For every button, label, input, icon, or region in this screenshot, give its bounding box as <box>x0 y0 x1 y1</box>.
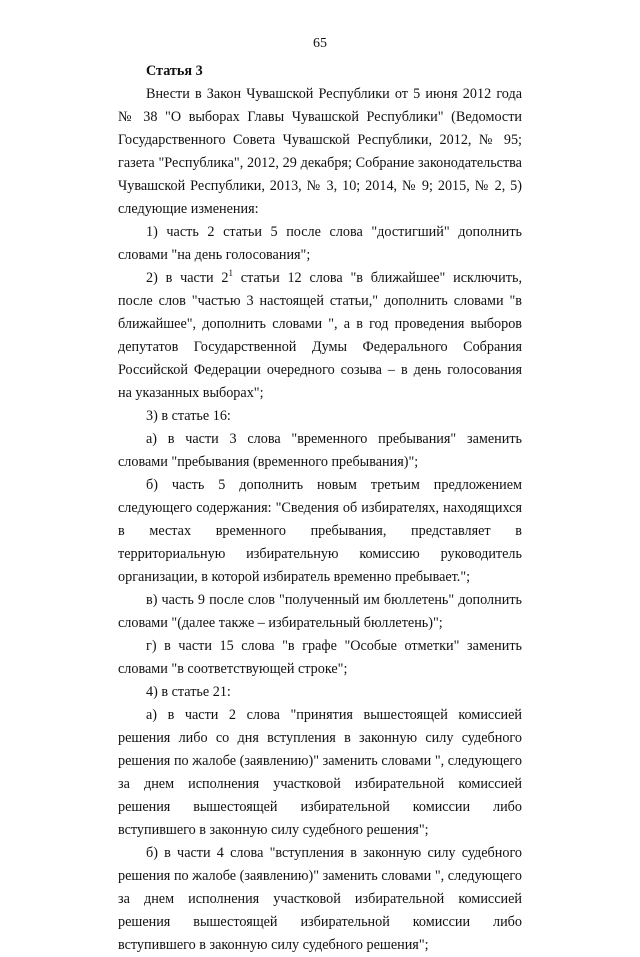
item-4-b: б) в части 4 слова "вступления в законную силу судебного решения по жалобе (заявлению)" заменить словами ", следующего за днем исполнения участковой избирательной комиссией решения вышестоящей избирательной комиссии либо вступившего в законную силу судебного решения"; <box>118 845 522 953</box>
document-body <box>118 60 522 957</box>
item-2-start: 2) в части 2 <box>146 270 229 286</box>
page-number: 65 <box>313 36 327 51</box>
item-2-rest: статьи 12 слова "в ближайшее" исключить, после слов "частью 3 настоящей статьи," дополнить словами "в ближайшее", дополнить словами ", а в год проведения выборов депутатов Государственной Думы Федерального Собрания Российской Федерации очередного созыва – в день голосования на указанных выборах"; <box>118 270 522 401</box>
item-1: 1) часть 2 статьи 5 после слова "достигший" дополнить словами "на день голосования"; <box>118 224 522 263</box>
item-3-a: а) в части 3 слова "временного пребывания" заменить словами "пребывания (временного пребывания)"; <box>118 431 522 470</box>
article-title: Статья 3 <box>146 63 203 79</box>
superscript: 1 <box>228 268 234 278</box>
item-3-b: б) часть 5 дополнить новым третьим предложением следующего содержания: "Сведения об избирателях, находящихся в местах временного пребывания, представляет в территориальную избирательную комиссию руководитель организации, в которой избиратель временно пребывает."; <box>118 477 522 585</box>
item-3: 3) в статье 16: <box>146 408 231 424</box>
item-4-a: а) в части 2 слова "принятия вышестоящей комиссией решения либо со дня вступления в законную силу судебного решения по жалобе (заявлению)" заменить словами ", следующего за днем исполнения участковой избирательной комиссией решения вышестоящей избирательной комиссии либо вступившего в законную силу судебного решения"; <box>118 707 522 838</box>
item-4: 4) в статье 21: <box>146 684 231 700</box>
item-2 <box>118 267 522 405</box>
article-intro: Внести в Закон Чувашской Республики от 5 июня 2012 года № 38 "О выборах Главы Чувашской Республики" (Ведомости Государственного Совета Чувашской Республики, 2012, № 95; газета "Республика", 2012, 29 декабря; Собрание законодательства Чувашской Республики, 2013, № 3, 10; 2014, № 9; 2015, № 2, 5) следующие изменения: <box>118 86 522 217</box>
item-3-g: г) в части 15 слова "в графе "Особые отметки" заменить словами "в соответствующей строке"; <box>118 638 522 677</box>
item-3-v: в) часть 9 после слов "полученный им бюллетень" дополнить словами "(далее также – избирательный бюллетень)"; <box>118 592 522 631</box>
